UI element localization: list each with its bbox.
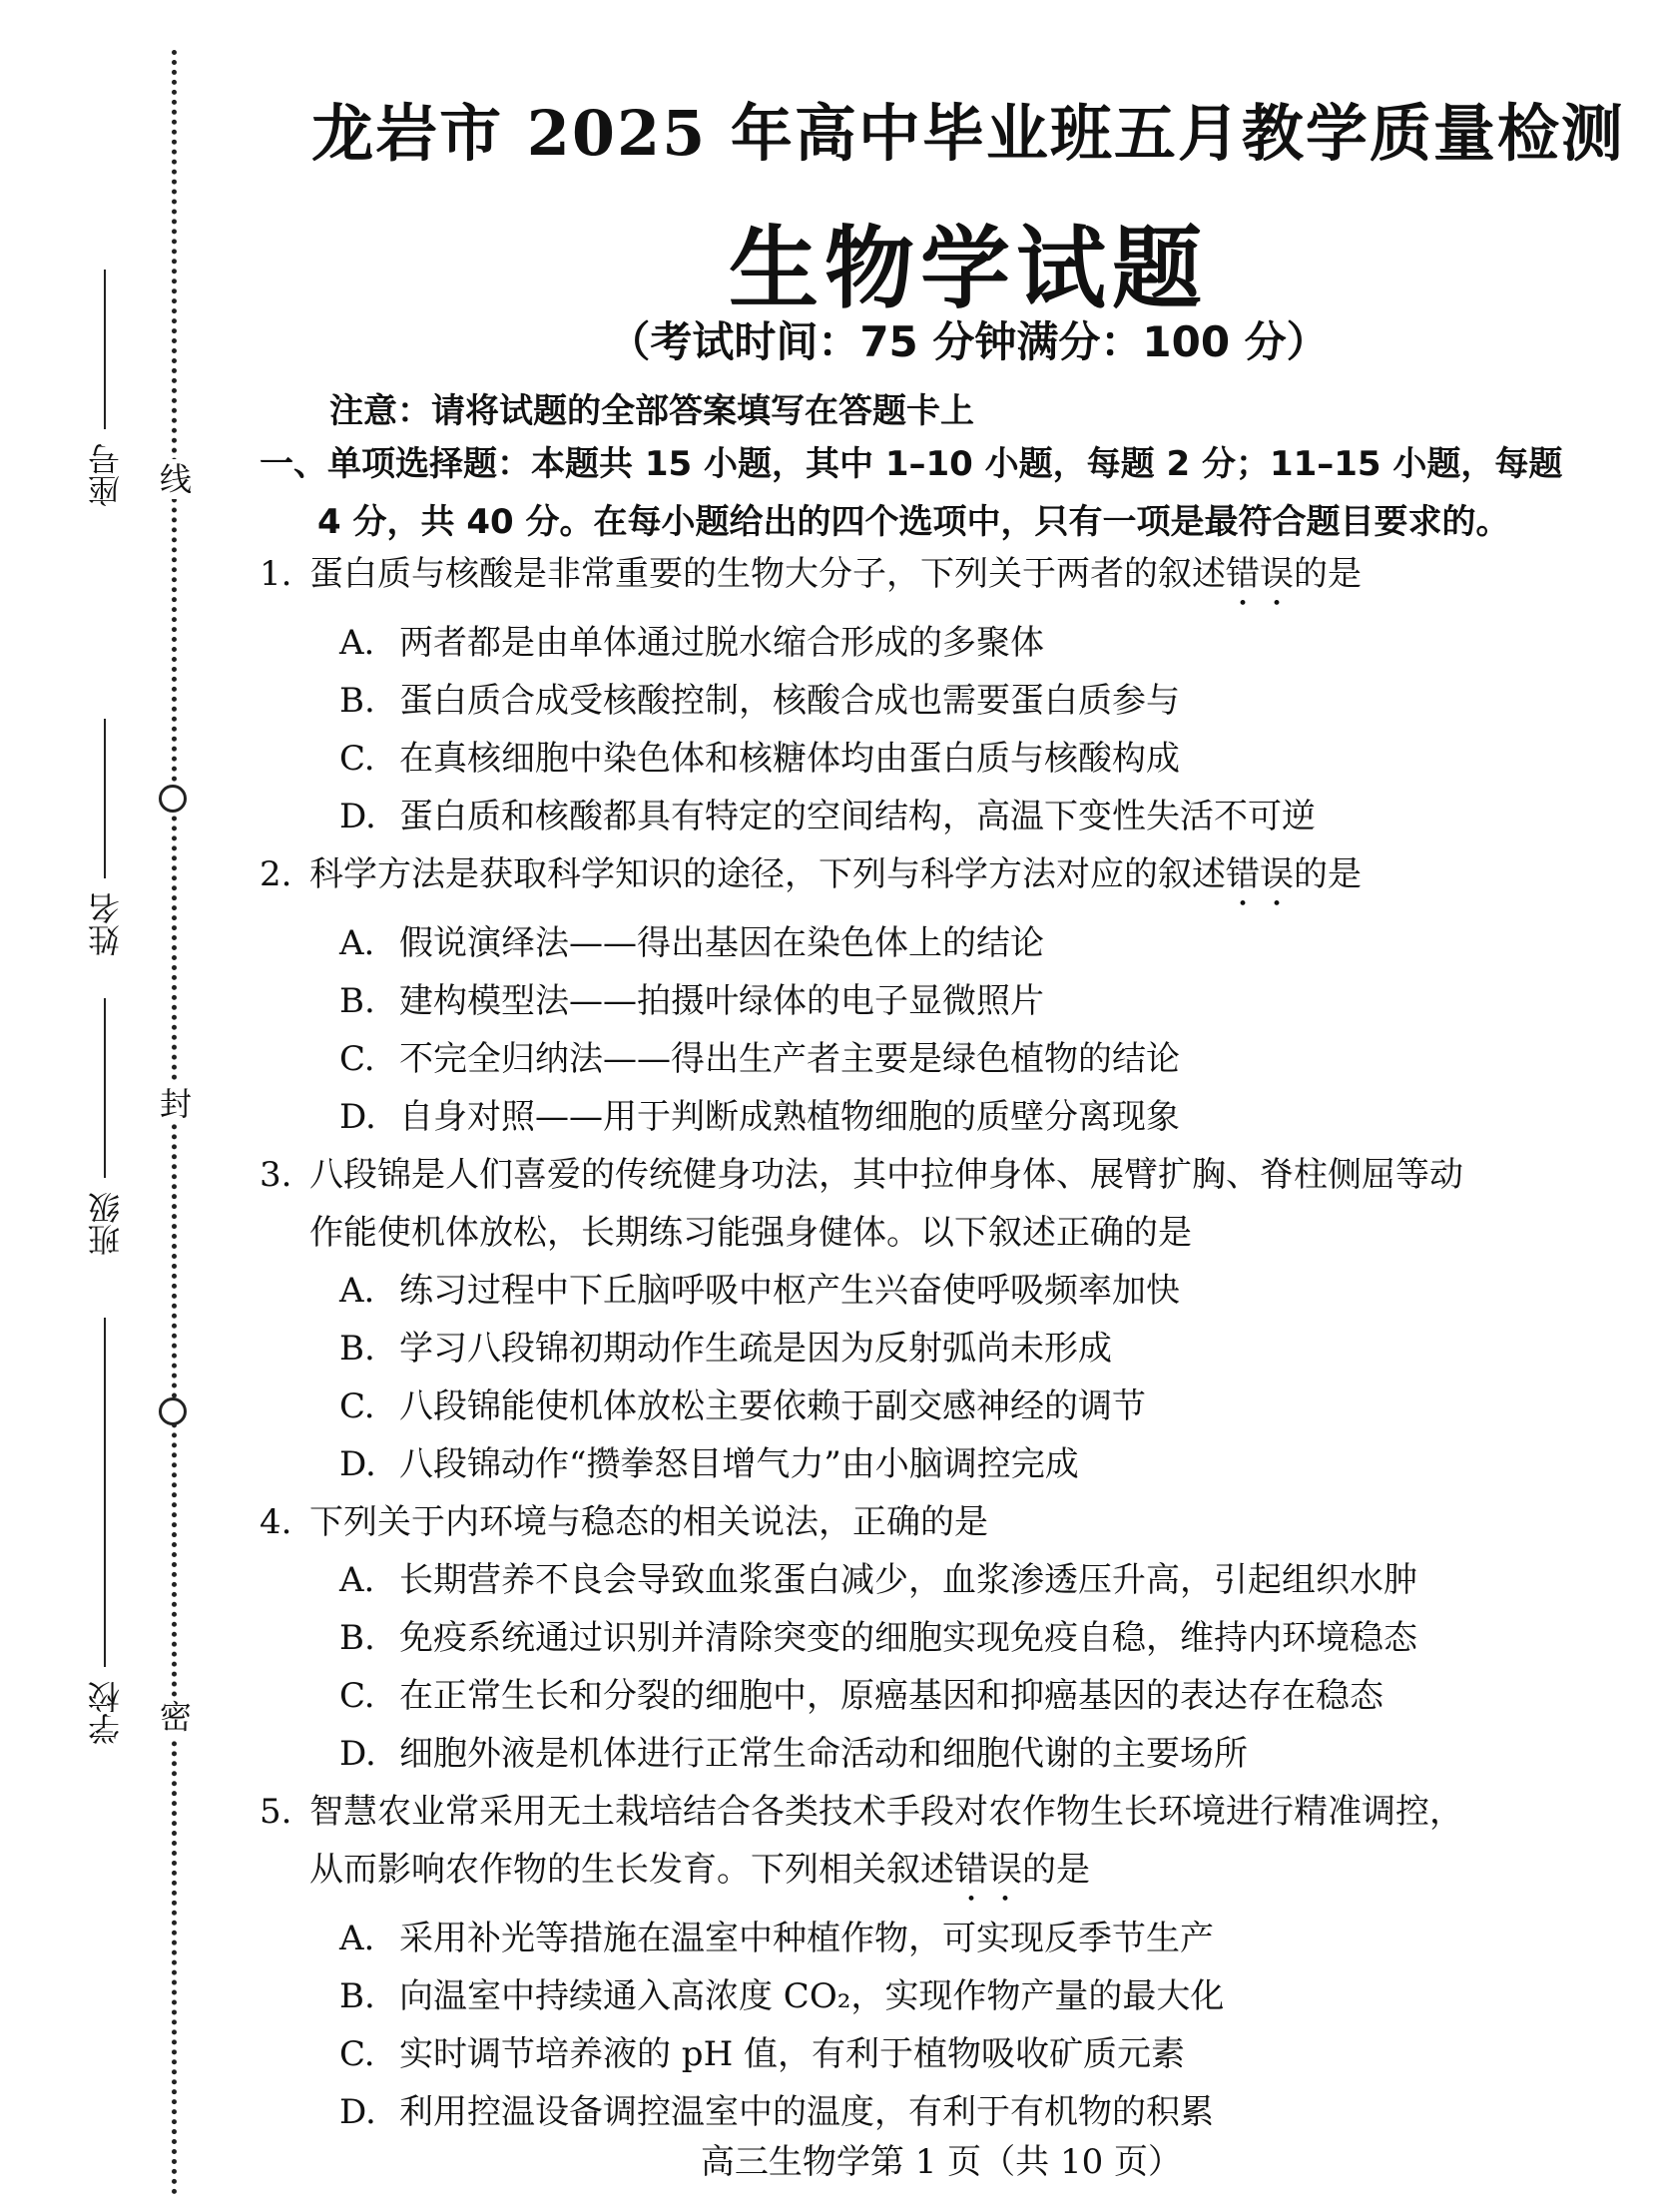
question-stem — [260, 1783, 1653, 1910]
section-heading-line2: 4 分，共 40 分。在每小题给出的四个选项中，只有一项是最符合题目要求的。 — [317, 502, 1510, 542]
exam-title: 龙岩市 2025 年高中毕业班五月教学质量检测 — [311, 97, 1625, 170]
seal-circle — [159, 1397, 187, 1425]
seal-char-line: 线 — [156, 459, 196, 499]
option-a[interactable] — [260, 1910, 1653, 1967]
question-stem — [260, 845, 1653, 914]
option-d[interactable] — [260, 1088, 1653, 1146]
stem-text: 智慧农业常采用无土栽培结合各类技术手段对农作物生长环境进行精准调控， — [309, 1792, 1463, 1832]
question-list — [260, 545, 1653, 2141]
option-letter: C. — [339, 1386, 375, 1426]
exam-subject-title: 生物学试题 — [729, 216, 1208, 321]
option-text: 自身对照——用于判断成熟植物细胞的质壁分离现象 — [399, 1097, 1180, 1137]
option-c[interactable] — [260, 1378, 1653, 1435]
option-letter: A. — [339, 923, 375, 963]
option-letter: D. — [339, 1444, 376, 1484]
question-text — [309, 1146, 1653, 1262]
option-text: 八段锦动作“攒拳怒目增气力”由小脑调控完成 — [399, 1444, 1079, 1484]
option-text: 向温室中持续通入高浓度 CO₂，实现作物产量的最大化 — [399, 1976, 1225, 2016]
option-d[interactable] — [260, 1725, 1653, 1783]
question-stem — [260, 1146, 1653, 1262]
option-text: 长期营养不良会导致血浆蛋白减少，血浆渗透压升高，引起组织水肿 — [399, 1560, 1417, 1600]
option-b[interactable] — [260, 672, 1653, 730]
question-stem — [260, 545, 1653, 614]
seat-number-field[interactable] — [86, 270, 126, 509]
seal-circle — [159, 785, 187, 813]
question-number: 3. — [260, 1155, 292, 1195]
option-text: 利用控温设备调控温室中的温度，有利于有机物的积累 — [399, 2092, 1214, 2132]
stem-emphasis: 错误 — [1226, 854, 1294, 894]
option-a[interactable] — [260, 914, 1653, 972]
seal-char-seal: 封 — [156, 1084, 196, 1124]
stem-text-end: 的是 — [1294, 854, 1362, 894]
class-field[interactable] — [86, 998, 126, 1278]
option-letter: B. — [339, 1976, 375, 2016]
stem-emphasis: 错误 — [954, 1850, 1022, 1890]
option-letter: B. — [339, 681, 375, 721]
option-letter: A. — [339, 1271, 375, 1311]
school-label: 学校 — [87, 1681, 125, 1745]
option-a[interactable] — [260, 1551, 1653, 1609]
option-letter: D. — [339, 2092, 376, 2132]
question-text — [309, 1783, 1653, 1910]
option-d[interactable] — [260, 788, 1653, 845]
option-letter: D. — [339, 1097, 376, 1137]
option-d[interactable] — [260, 1435, 1653, 1493]
stem-text: 科学方法是获取科学知识的途径，下列与科学方法对应的叙述 — [309, 854, 1226, 894]
option-letter: A. — [339, 623, 375, 663]
option-text: 采用补光等措施在温室中种植作物，可实现反季节生产 — [399, 1919, 1214, 1958]
stem-text: 八段锦是人们喜爱的传统健身功法，其中拉伸身体、展臂扩胸、脊柱侧屈等动 — [309, 1155, 1463, 1195]
option-b[interactable] — [260, 1609, 1653, 1667]
option-text: 在真核细胞中染色体和核糖体均由蛋白质与核酸构成 — [399, 739, 1180, 779]
option-d[interactable] — [260, 2083, 1653, 2141]
stem-text-end: 的是 — [1022, 1850, 1090, 1890]
option-letter: B. — [339, 1618, 375, 1658]
question-1 — [260, 545, 1653, 845]
seat-number-label: 座号 — [87, 443, 125, 507]
option-letter: C. — [339, 739, 375, 779]
option-letter: A. — [339, 1560, 375, 1600]
option-letter: C. — [339, 1676, 375, 1716]
stem-text-end: 的是 — [1294, 554, 1362, 594]
option-letter: B. — [339, 981, 375, 1021]
stem-text: 蛋白质与核酸是非常重要的生物大分子，下列关于两者的叙述 — [309, 554, 1226, 594]
stem-text-continued: 作能使机体放松，长期练习能强身健体。以下叙述正确的是 — [309, 1213, 1192, 1253]
option-a[interactable] — [260, 1262, 1653, 1320]
stem-text: 从而影响农作物的生长发育。下列相关叙述 — [309, 1850, 954, 1890]
question-3 — [260, 1146, 1653, 1493]
stem-emphasis: 错误 — [1226, 554, 1294, 594]
option-letter: B. — [339, 1329, 375, 1369]
page-footer: 高三生物学第 1 页（共 10 页） — [700, 2142, 1183, 2182]
option-letter: D. — [339, 1734, 376, 1774]
option-text: 建构模型法——拍摄叶绿体的电子显微照片 — [399, 981, 1044, 1021]
question-2 — [260, 845, 1653, 1146]
stem-text-continued — [309, 1841, 1653, 1910]
option-b[interactable] — [260, 1967, 1653, 2025]
option-text: 不完全归纳法——得出生产者主要是绿色植物的结论 — [399, 1039, 1180, 1079]
question-stem — [260, 1493, 1653, 1551]
option-text: 学习八段锦初期动作生疏是因为反射弧尚未形成 — [399, 1329, 1112, 1369]
name-field[interactable] — [86, 719, 126, 958]
option-text: 八段锦能使机体放松主要依赖于副交感神经的调节 — [399, 1386, 1146, 1426]
question-number: 4. — [260, 1502, 292, 1542]
exam-time-score: （考试时间：75 分钟满分：100 分） — [608, 317, 1329, 366]
exam-notice: 注意：请将试题的全部答案填写在答题卡上 — [329, 391, 974, 431]
question-text: 下列关于内环境与稳态的相关说法，正确的是 — [309, 1502, 988, 1542]
option-text: 两者都是由单体通过脱水缩合形成的多聚体 — [399, 623, 1044, 663]
option-letter: D. — [339, 797, 376, 836]
question-number: 2. — [260, 854, 292, 894]
option-letter: C. — [339, 1039, 375, 1079]
question-5 — [260, 1783, 1653, 2141]
section-heading-line1: 一、单项选择题：本题共 15 小题，其中 1–10 小题，每题 2 分；11–15 小题，每题 — [260, 444, 1563, 484]
option-text: 免疫系统通过识别并清除突变的细胞实现免疫自稳，维持内环境稳态 — [399, 1618, 1417, 1658]
option-text: 在正常生长和分裂的细胞中，原癌基因和抑癌基因的表达存在稳态 — [399, 1676, 1383, 1716]
option-c[interactable] — [260, 2025, 1653, 2083]
option-text: 细胞外液是机体进行正常生命活动和细胞代谢的主要场所 — [399, 1734, 1248, 1774]
school-field[interactable] — [86, 1318, 126, 1757]
field-underline — [104, 719, 106, 878]
option-c[interactable] — [260, 730, 1653, 788]
name-label: 姓名 — [87, 892, 125, 956]
class-label: 班级 — [87, 1192, 125, 1256]
option-b[interactable] — [260, 1320, 1653, 1378]
option-letter: C. — [339, 2034, 375, 2074]
option-a[interactable] — [260, 614, 1653, 672]
section-heading — [260, 435, 1653, 551]
question-4 — [260, 1493, 1653, 1783]
seal-char-secret: 密 — [156, 1697, 196, 1737]
field-underline — [104, 998, 106, 1178]
option-text: 实时调节培养液的 pH 值，有利于植物吸收矿质元素 — [399, 2034, 1186, 2074]
question-text — [309, 845, 1653, 914]
binding-margin — [0, 0, 200, 2212]
question-number: 1. — [260, 554, 292, 594]
field-underline — [104, 270, 106, 429]
option-b[interactable] — [260, 972, 1653, 1030]
option-text: 假说演绎法——得出基因在染色体上的结论 — [399, 923, 1044, 963]
field-underline — [104, 1318, 106, 1667]
option-c[interactable] — [260, 1667, 1653, 1725]
option-letter: A. — [339, 1919, 375, 1958]
option-text: 蛋白质合成受核酸控制，核酸合成也需要蛋白质参与 — [399, 681, 1180, 721]
option-text: 蛋白质和核酸都具有特定的空间结构，高温下变性失活不可逆 — [399, 797, 1316, 836]
option-c[interactable] — [260, 1030, 1653, 1088]
option-text: 练习过程中下丘脑呼吸中枢产生兴奋使呼吸频率加快 — [399, 1271, 1180, 1311]
question-number: 5. — [260, 1792, 292, 1832]
question-text — [309, 545, 1653, 614]
